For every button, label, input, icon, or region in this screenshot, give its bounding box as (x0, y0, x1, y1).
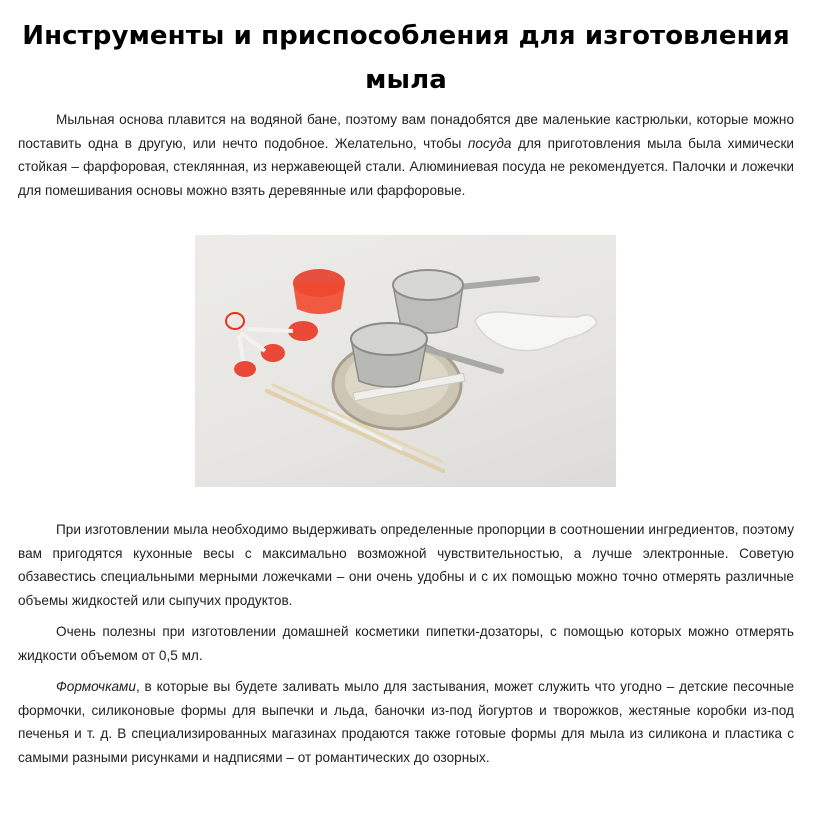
document-page (18, 0, 794, 765)
spoon-handle-1 (247, 329, 293, 331)
soap-tools-photo (195, 235, 616, 487)
soap-tools-illustration (195, 235, 616, 487)
measuring-spoon-3 (226, 313, 244, 329)
saucepan-back-rim (393, 270, 463, 300)
saucepan-back-handle (460, 279, 537, 287)
measuring-spoon-4 (234, 361, 256, 377)
porcelain-gravy-boat (475, 312, 597, 351)
saucepan-front-rim (351, 323, 427, 355)
paragraph-molds (18, 675, 794, 769)
paragraph-scales: При изготовлении мыла необходимо выдерживать определенные пропорции в соотношении ингредиентов, поэтому вам пригодятся кухонные весы с максимально возможной чувствительностью, а лучше электронные. Советую обзавестись специальными мерными ложечками – они очень удобны и с их помощью можно точно отмерять различные объемы жидкостей или сыпучих продуктов. (18, 522, 794, 608)
italic-term-dishes: посуда (467, 135, 512, 151)
measuring-cup-body (293, 283, 345, 314)
paragraph-pipettes: Очень полезны при изготовлении домашней косметики пипетки-дозаторы, с помощью которых можно отмерять жидкости объемом от 0,5 мл. (18, 624, 794, 663)
paragraph-utensils-text-end: для приготовления мыла была химически стойкая – фарфоровая, стеклянная, из нержавеющей стали. Алюминиевая посуда не рекомендуется. Палочки и ложечки для помешивания основы можно взять деревянные или фарфоровые. (18, 135, 794, 198)
spoon-handle-3 (239, 335, 243, 361)
text-section-lower (18, 518, 794, 769)
page-title: Инструменты и приспособления для изготовления мыла (22, 21, 790, 95)
spoon-handle-2 (241, 333, 265, 351)
paragraph-utensils-text-start: Мыльная основа плавится на водяной бане, поэтому вам понадобятся две маленькие кастрюльки, которые можно поставить одна в другую, или нечто подобное. Желательно, чтобы (18, 112, 794, 151)
paragraph-molds-text: , в которые вы будете заливать мыло для застывания, может служить что угодно – детские песочные формочки, силиконовые формы для выпечки и льда, баночки из-под йогуртов и творожков, жестяные коробки из-под печенья и т. д. В специализированных магазинах продаются также готовые формы для мыла из силикона и пластика с самыми разными рисунками и надписями – от романтических до озорных. (18, 679, 794, 765)
paragraph-utensils (18, 108, 794, 202)
italic-term-molds: Формочками (56, 679, 136, 694)
measuring-spoon-2 (261, 344, 285, 362)
